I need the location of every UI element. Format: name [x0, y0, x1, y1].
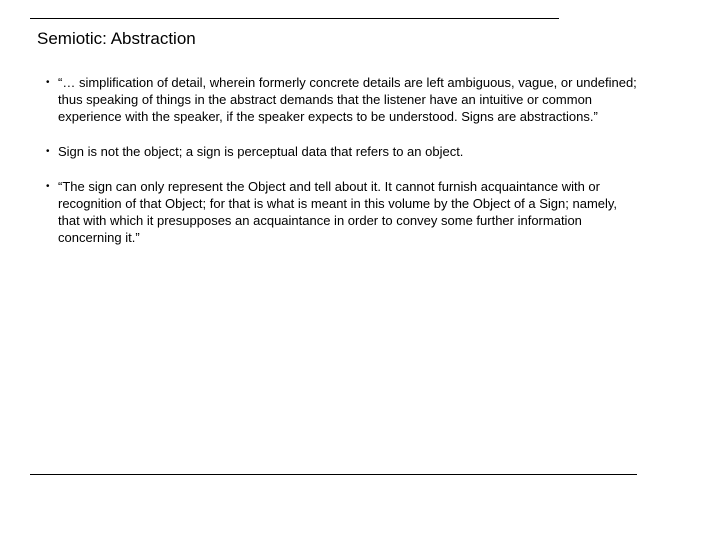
- top-divider: [30, 18, 559, 19]
- bullet-dot-icon: •: [46, 77, 50, 88]
- bullet-text: Sign is not the object; a sign is perceptual data that refers to an object.: [58, 144, 464, 159]
- slide-title: Semiotic: Abstraction: [37, 29, 196, 48]
- bullet-item: [44, 143, 642, 160]
- bullet-text: “… simplification of detail, wherein formerly concrete details are left ambiguous, vague, or undefined; thus speaking of things in the abstract demands that the listener have an intuitive or common experience with the speaker, if the speaker expects to be understood. Signs are abstractions.”: [58, 75, 637, 124]
- bullet-item: [44, 178, 642, 246]
- bottom-divider: [30, 474, 637, 475]
- bullet-dot-icon: •: [46, 146, 50, 157]
- bullet-item: [44, 74, 642, 125]
- bullet-text: “The sign can only represent the Object and tell about it. It cannot furnish acquaintance with or recognition of that Object; for that is what is meant in this volume by the Object of a Sign; namely, that with which it presupposes an acquaintance in order to convey some further information concerning it.”: [58, 179, 618, 245]
- bullet-list: [44, 74, 644, 264]
- bullet-dot-icon: •: [46, 181, 50, 192]
